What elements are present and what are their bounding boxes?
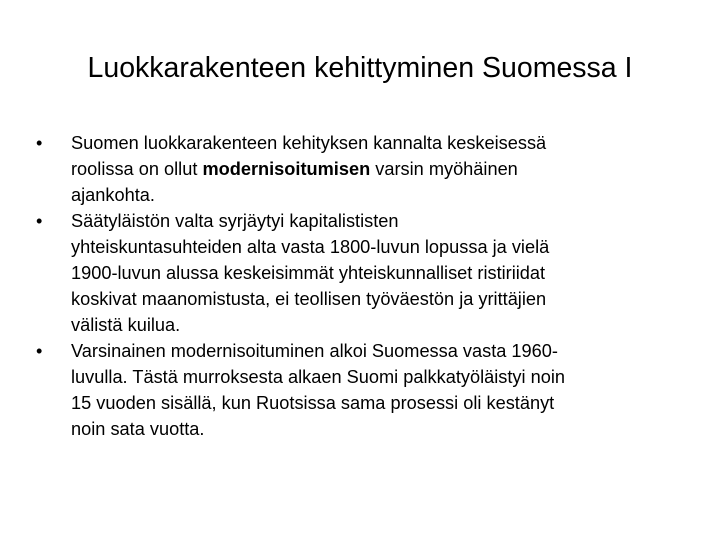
bullet-line [71,260,676,286]
bullet-text [71,130,676,208]
bullet-item [36,130,676,208]
bullet-line [71,364,676,390]
bullet-line [71,182,676,208]
bullet-item [36,208,676,338]
bullet-line [71,338,676,364]
slide-title: Luokkarakenteen kehittyminen Suomessa I [87,52,633,84]
text-run: roolissa on ollut [71,159,203,179]
bullet-line [71,130,676,156]
bullet-line [71,286,676,312]
bullet-line [71,416,676,442]
text-run: luvulla. Tästä murroksesta alkaen Suomi palkkatyöläistyi noin [71,367,565,387]
text-run: varsin myöhäinen [370,159,518,179]
bullet-list [36,130,676,442]
text-run: 15 vuoden sisällä, kun Ruotsissa sama prosessi oli kestänyt [71,393,555,413]
text-run: Säätyläistön valta syrjäytyi kapitalististen [71,211,399,231]
text-run: noin sata vuotta. [71,419,205,439]
bullet-line [71,312,676,338]
text-run: koskivat maanomistusta, ei teollisen työväestön ja yrittäjien [71,289,547,309]
bullet-line [71,390,676,416]
bullet-item [36,338,676,442]
bullet-dot-icon: • [36,133,43,153]
bullet-line [71,234,676,260]
bullet-text [71,208,676,338]
bullet-dot-icon: • [36,341,43,361]
text-run: Varsinainen modernisoituminen alkoi Suomessa vasta 1960- [71,341,558,361]
text-run: ajankohta. [71,185,155,205]
text-run: välistä kuilua. [71,315,181,335]
emphasized-term: modernisoitumisen [202,159,371,179]
text-run: Suomen luokkarakenteen kehityksen kannalta keskeisessä [71,133,547,153]
bullet-line [71,156,676,182]
bullet-line [71,208,676,234]
text-run: 1900-luvun alussa keskeisimmät yhteiskunnalliset ristiriidat [71,263,546,283]
text-run: yhteiskuntasuhteiden alta vasta 1800-luvun lopussa ja vielä [71,237,550,257]
bullet-text [71,338,676,442]
bullet-dot-icon: • [36,211,43,231]
